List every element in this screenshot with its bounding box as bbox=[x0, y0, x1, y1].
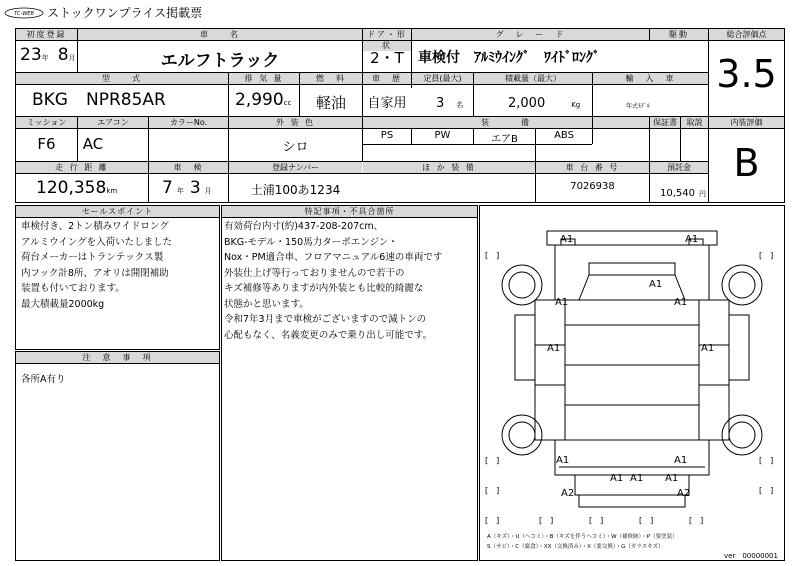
load-value: 2,000 bbox=[508, 96, 546, 111]
equipment-ps: PS bbox=[380, 130, 394, 141]
bracket-front-left: [ ] bbox=[485, 251, 500, 260]
label-import: 輸 入 車 bbox=[593, 73, 708, 84]
mark-right-door: A1 bbox=[701, 343, 715, 354]
mark-rear-bumper-right: A2 bbox=[677, 488, 691, 499]
bracket-bottom-4: [ ] bbox=[639, 516, 654, 525]
car-diagram bbox=[479, 205, 785, 561]
bracket-rear-left: [ ] bbox=[485, 456, 500, 465]
bracket-front-right: [ ] bbox=[759, 251, 774, 260]
first-reg-year-unit: 年 bbox=[41, 54, 49, 62]
bracket-bottom-5: [ ] bbox=[689, 516, 704, 525]
mark-rear-2: A1 bbox=[630, 473, 644, 484]
label-mileage: 走 行 距 離 bbox=[16, 162, 148, 173]
logo-mark bbox=[3, 6, 45, 19]
label-first-reg: 初度登録 bbox=[16, 29, 77, 40]
mileage-value: 120,358 bbox=[36, 178, 107, 198]
bracket-rear-left-2: [ ] bbox=[485, 486, 500, 495]
equipment-abs: ABS bbox=[554, 130, 574, 141]
mark-hood: A1 bbox=[649, 279, 663, 290]
equipment-airbag: エアB bbox=[491, 134, 518, 145]
version: ver 00000001 bbox=[724, 552, 778, 560]
aircon: AC bbox=[82, 135, 104, 153]
label-displacement: 排 気 量 bbox=[229, 73, 299, 84]
mark-front-right: A1 bbox=[685, 234, 699, 245]
legend-line-2: S（サビ）・C（腐食）・XX（交換済み）・X（要交換）・G（ガラスキズ） bbox=[487, 544, 664, 550]
label-inspection: 車 検 bbox=[149, 162, 228, 173]
plate: 土浦100あ1234 bbox=[250, 183, 341, 197]
sales-point-text: 車検付き、2トン積みワイドロング アルミウイングを入荷いたしました 荷台メーカーはトランテックス製 内フック計8所、アオリは開閉補助 装置も付いております。 最大積載量2000kg bbox=[21, 221, 173, 310]
car-name: エルフトラック bbox=[160, 51, 280, 71]
mileage-unit: km bbox=[106, 187, 118, 195]
insp-year: 7 bbox=[162, 178, 173, 198]
label-model: 型 式 bbox=[16, 73, 228, 84]
label-sales-point: セールスポイント bbox=[16, 206, 219, 217]
equipment-pw: PW bbox=[434, 130, 451, 141]
special-text: 有効荷台内寸(約)437-208-207cm、 BKG-モデル・150馬力ターボエンジン・ Nox・PM適合車、フロアマニュアル6速の車両です 外装仕上げ等行っておりませんので若干の キズ補修等ありますが内外装とも比較的綺麗な 状態かと思います。 令和7年3月まで車検がございますので減トンの 心配もなく、名義変更のみで乗り出し可能です。 bbox=[224, 221, 443, 341]
recycle-value: 10,540 bbox=[660, 188, 695, 199]
bracket-rear-right-2: [ ] bbox=[759, 486, 774, 495]
load bbox=[508, 92, 580, 111]
fuel: 軽油 bbox=[315, 94, 346, 112]
displacement-value: 2,990 bbox=[235, 90, 284, 110]
label-fuel: 燃 料 bbox=[300, 73, 362, 84]
recycle-unit: 円 bbox=[699, 190, 706, 198]
page-title: ストックワンプライス掲載票 bbox=[47, 6, 203, 20]
legend bbox=[487, 532, 678, 550]
label-notes: 注 意 事 項 bbox=[16, 352, 219, 363]
car-outline bbox=[515, 231, 749, 507]
label-aircon: エアコン bbox=[78, 117, 148, 128]
bracket-rear-right: [ ] bbox=[759, 456, 774, 465]
label-overall: 総合評価点 bbox=[709, 29, 784, 40]
bracket-bottom-2: [ ] bbox=[539, 516, 554, 525]
capacity bbox=[436, 92, 463, 111]
chassis: 7026938 bbox=[570, 181, 615, 192]
mark-rear-3: A1 bbox=[665, 473, 679, 484]
damage-marks bbox=[547, 234, 714, 499]
door-shape: 2・T bbox=[370, 49, 404, 67]
first-reg-year: 23 bbox=[20, 45, 42, 65]
wheels bbox=[502, 265, 762, 455]
label-car-name: 車 名 bbox=[78, 29, 362, 40]
history: 自家用 bbox=[367, 96, 407, 111]
mark-rear-bumper-left: A2 bbox=[561, 488, 575, 499]
label-equipment: 装 備 bbox=[363, 117, 649, 128]
displacement-unit: cc bbox=[283, 99, 292, 107]
label-special: 特記事項・不具合箇所 bbox=[222, 206, 477, 217]
exterior-color: シロ bbox=[282, 140, 309, 155]
mark-rear-1: A1 bbox=[610, 473, 624, 484]
label-mission: ミッション bbox=[16, 117, 77, 128]
label-manual: 取説 bbox=[681, 117, 708, 128]
label-drive: 駆動 bbox=[650, 29, 708, 40]
mark-left-rear: A1 bbox=[556, 455, 570, 466]
mission: F6 bbox=[37, 135, 56, 153]
mark-right-rear: A1 bbox=[674, 455, 688, 466]
model-prefix: BKG bbox=[32, 90, 68, 110]
label-warranty: 保証書 bbox=[650, 117, 680, 128]
logo bbox=[3, 4, 45, 17]
grade: 車検付 ｱﾙﾐｳｲﾝｸﾞ ﾜｲﾄﾞﾛﾝｸﾞ bbox=[418, 50, 600, 66]
label-grade: グ レ ー ド bbox=[412, 29, 649, 40]
label-color-no: カラーNo. bbox=[149, 117, 228, 128]
mark-left-front: A1 bbox=[555, 297, 569, 308]
mark-right-front: A1 bbox=[674, 297, 688, 308]
insp-month-unit: 月 bbox=[204, 187, 212, 195]
recycle bbox=[660, 181, 706, 200]
model: NPR85AR bbox=[86, 90, 166, 110]
logo-text: TC-WEB bbox=[14, 11, 34, 17]
legend-line-1: A（キズ）・U（ヘコミ）・B（キズを伴うヘコミ）・W（補修跡）・P（要塗装） bbox=[487, 534, 678, 540]
first-reg bbox=[20, 45, 76, 65]
label-capacity: 定員(最大) bbox=[412, 73, 473, 84]
label-plate: 登録ナンバー bbox=[229, 162, 362, 173]
capacity-unit: 名 bbox=[456, 101, 464, 109]
load-unit: Kg bbox=[571, 101, 581, 109]
first-reg-month: 8 bbox=[57, 45, 69, 65]
first-reg-month-unit: 月 bbox=[68, 54, 76, 62]
label-exterior-color: 外 装 色 bbox=[229, 117, 362, 128]
label-load: 積載量（最大） bbox=[474, 73, 592, 84]
mark-front-left: A1 bbox=[560, 234, 574, 245]
mileage bbox=[36, 178, 117, 198]
bracket-bottom-left: [ ] bbox=[485, 516, 500, 525]
label-chassis: 車 台 番 号 bbox=[536, 162, 649, 173]
displacement bbox=[235, 90, 291, 110]
capacity-value: 3 bbox=[436, 96, 445, 111]
interior-score: B bbox=[733, 141, 760, 185]
mark-left-door: A1 bbox=[547, 343, 561, 354]
label-door-shape: ドア・形状 bbox=[363, 29, 411, 51]
overall-score: 3.5 bbox=[716, 52, 777, 96]
label-other-equipment: ほ か 装 備 bbox=[363, 162, 535, 173]
notes-text: 各所A有り bbox=[21, 374, 66, 385]
inspection bbox=[162, 178, 212, 198]
label-interior: 内装評価 bbox=[709, 117, 784, 128]
import-year: 年式ﾓﾃﾞﾙ bbox=[626, 103, 651, 110]
insp-year-unit: 年 bbox=[176, 187, 184, 195]
insp-month: 3 bbox=[189, 178, 201, 198]
label-history: 車 歴 bbox=[363, 73, 411, 84]
bracket-bottom-3: [ ] bbox=[589, 516, 604, 525]
label-recycle: 預託金 bbox=[650, 162, 708, 173]
